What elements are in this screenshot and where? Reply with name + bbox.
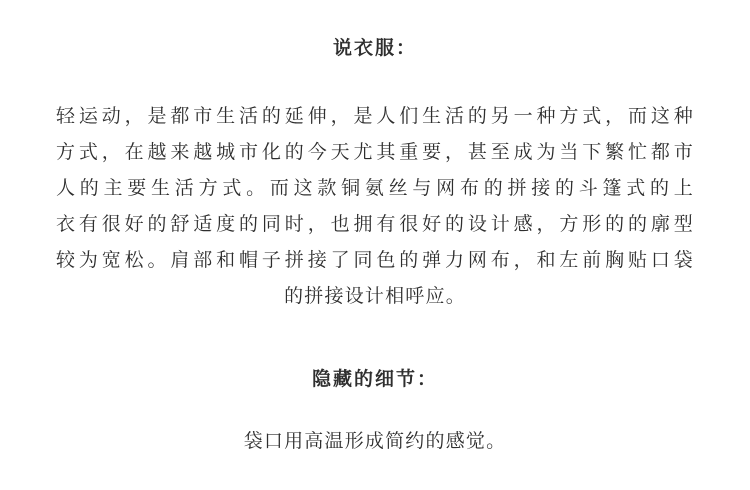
paragraph-line: 人的主要生活方式。而这款铜氨丝与网布的拼接的斗篷式的上 (56, 177, 694, 199)
paragraph-line: 较为宽松。肩部和帽子拼接了同色的弹力网布，和左前胸贴口袋 (56, 249, 694, 271)
paragraph-line: 袋口用高温形成简约的感觉。 (243, 430, 507, 452)
section-heading-hidden-details: 隐藏的细节： (311, 368, 438, 390)
hidden-details-paragraph (0, 427, 750, 455)
paragraph-line: 方式，在越来越城市化的今天尤其重要，甚至成为当下繁忙都市 (56, 141, 694, 163)
paragraph-line: 轻运动，是都市生活的延伸，是人们生活的另一种方式，而这种 (56, 105, 694, 127)
section-heading-clothing: 说衣服： (332, 37, 417, 59)
paragraph-line: 的拼接设计相呼应。 (284, 285, 466, 307)
clothing-description-paragraph (56, 98, 694, 314)
paragraph-line: 衣有很好的舒适度的同时，也拥有很好的设计感，方形的的廓型 (56, 213, 694, 235)
